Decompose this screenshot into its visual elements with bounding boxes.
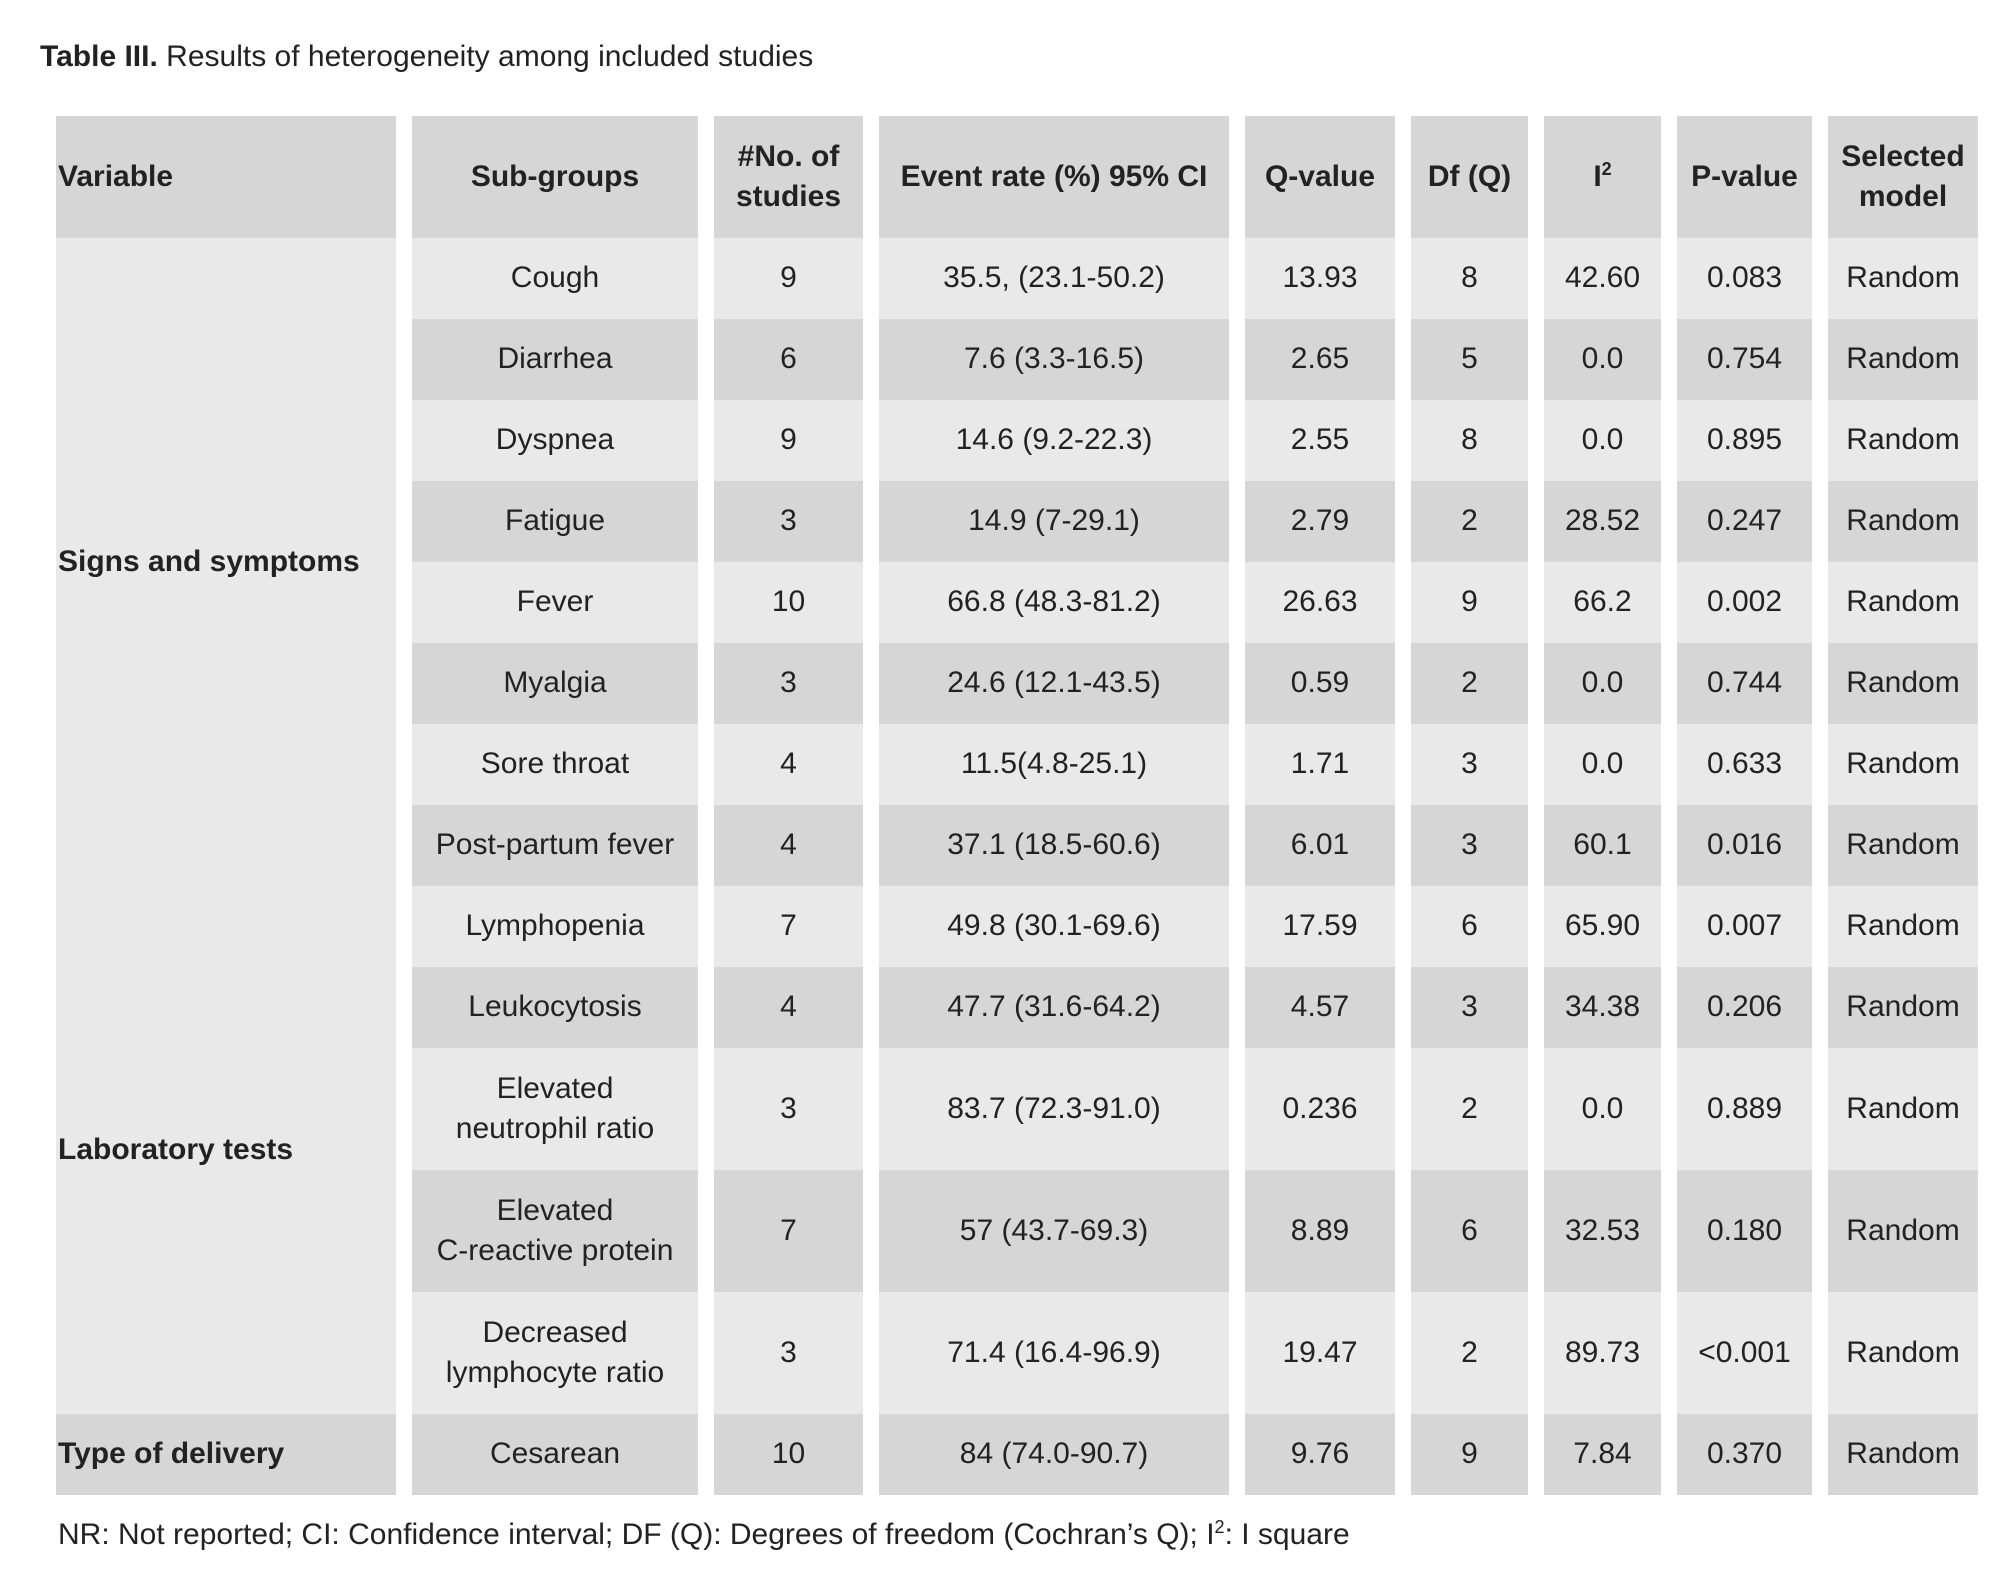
cell-subgroup [412,967,698,1048]
cell-q-value: 17.59 [1245,886,1395,967]
cell-q-value: 6.01 [1245,805,1395,886]
cell-event-rate: 11.5(4.8-25.1) [879,724,1229,805]
cell-studies: 9 [714,238,863,319]
group-laboratory-tests: Laboratory tests [56,886,396,1414]
cell-event-rate: 49.8 (30.1-69.6) [879,886,1229,967]
cell-event-rate: 35.5, (23.1-50.2) [879,238,1229,319]
cell-model: Random [1828,238,1978,319]
cell-q-value: 4.57 [1245,967,1395,1048]
cell-studies: 7 [714,886,863,967]
subgroup-label: Fever [516,585,594,619]
cell-q-value: 1.71 [1245,724,1395,805]
cell-i2: 0.0 [1544,1048,1661,1170]
subgroup-label: Cesarean [489,1437,621,1471]
cell-df: 3 [1411,967,1528,1048]
cell-studies: 4 [714,724,863,805]
header-studies [714,116,863,238]
cell-df: 2 [1411,643,1528,724]
header-subgroups: Sub-groups [412,116,698,238]
cell-i2: 66.2 [1544,562,1661,643]
cell-df: 5 [1411,319,1528,400]
cell-p-value: 0.895 [1677,400,1812,481]
cell-i2: 0.0 [1544,724,1661,805]
table-caption-label: Table III. [40,40,158,73]
cell-model: Random [1828,724,1978,805]
subgroup-label: Myalgia [503,666,607,700]
cell-subgroup [412,238,698,319]
cell-df: 2 [1411,481,1528,562]
cell-i2: 65.90 [1544,886,1661,967]
cell-p-value: 0.744 [1677,643,1812,724]
cell-event-rate: 24.6 (12.1-43.5) [879,643,1229,724]
group-signs-and-symptoms: Signs and symptoms [56,238,396,886]
cell-q-value: 26.63 [1245,562,1395,643]
subgroup-label: Fatigue [504,504,606,538]
cell-event-rate: 71.4 (16.4-96.9) [879,1292,1229,1414]
header-i2 [1544,116,1661,238]
cell-i2: 89.73 [1544,1292,1661,1414]
cell-p-value: 0.754 [1677,319,1812,400]
header-event-rate: Event rate (%) 95% CI [879,116,1229,238]
cell-p-value: 0.370 [1677,1414,1812,1495]
cell-subgroup [412,481,698,562]
cell-studies: 6 [714,319,863,400]
cell-p-value: 0.206 [1677,967,1812,1048]
cell-q-value: 0.59 [1245,643,1395,724]
cell-i2: 60.1 [1544,805,1661,886]
cell-q-value: 13.93 [1245,238,1395,319]
cell-subgroup [412,400,698,481]
table-caption-text: Results of heterogeneity among included studies [166,40,814,73]
subgroup-label: Cough [510,261,600,295]
subgroup-label: Lymphopenia [465,909,645,943]
cell-i2: 34.38 [1544,967,1661,1048]
cell-model: Random [1828,1048,1978,1170]
cell-subgroup [412,1292,698,1414]
cell-model: Random [1828,562,1978,643]
cell-df: 3 [1411,724,1528,805]
cell-q-value: 8.89 [1245,1170,1395,1292]
cell-studies: 10 [714,562,863,643]
cell-model: Random [1828,481,1978,562]
subgroup-label: Elevated neutrophil ratio [455,1071,655,1145]
header-q-value: Q-value [1245,116,1395,238]
subgroup-label: Dyspnea [495,423,615,457]
subgroup-label: Elevated C-reactive protein [436,1193,674,1267]
subgroup-label: Diarrhea [497,342,613,376]
cell-subgroup [412,643,698,724]
cell-model: Random [1828,1414,1978,1495]
cell-model: Random [1828,1170,1978,1292]
cell-studies: 9 [714,400,863,481]
cell-df: 6 [1411,1170,1528,1292]
cell-i2: 28.52 [1544,481,1661,562]
cell-i2: 0.0 [1544,400,1661,481]
cell-df: 9 [1411,562,1528,643]
cell-subgroup [412,1414,698,1495]
header-model [1828,116,1978,238]
cell-event-rate: 84 (74.0-90.7) [879,1414,1229,1495]
cell-studies: 3 [714,1292,863,1414]
cell-q-value: 2.65 [1245,319,1395,400]
cell-event-rate: 57 (43.7-69.3) [879,1170,1229,1292]
cell-model: Random [1828,400,1978,481]
cell-studies: 4 [714,967,863,1048]
cell-i2: 0.0 [1544,319,1661,400]
cell-p-value: 0.007 [1677,886,1812,967]
cell-p-value: <0.001 [1677,1292,1812,1414]
cell-i2: 0.0 [1544,643,1661,724]
cell-studies: 3 [714,1048,863,1170]
cell-df: 2 [1411,1292,1528,1414]
cell-p-value: 0.083 [1677,238,1812,319]
cell-subgroup [412,319,698,400]
cell-studies: 4 [714,805,863,886]
cell-df: 2 [1411,1048,1528,1170]
header-studies-text: #No. of studies [735,139,842,213]
cell-studies: 3 [714,643,863,724]
cell-p-value: 0.889 [1677,1048,1812,1170]
header-i2-text: $I^2$ [1593,158,1612,193]
cell-df: 6 [1411,886,1528,967]
cell-model: Random [1828,1292,1978,1414]
cell-studies: 7 [714,1170,863,1292]
cell-p-value: 0.002 [1677,562,1812,643]
cell-df: 3 [1411,805,1528,886]
cell-event-rate: 7.6 (3.3-16.5) [879,319,1229,400]
cell-p-value: 0.247 [1677,481,1812,562]
cell-i2: 42.60 [1544,238,1661,319]
cell-p-value: 0.180 [1677,1170,1812,1292]
cell-subgroup [412,724,698,805]
header-df: Df (Q) [1411,116,1528,238]
header-variable: Variable [56,116,396,238]
cell-df: 9 [1411,1414,1528,1495]
cell-p-value: 0.016 [1677,805,1812,886]
cell-subgroup [412,805,698,886]
cell-event-rate: 47.7 (31.6-64.2) [879,967,1229,1048]
cell-model: Random [1828,319,1978,400]
cell-subgroup [412,1170,698,1292]
cell-event-rate: 83.7 (72.3-91.0) [879,1048,1229,1170]
cell-subgroup [412,886,698,967]
cell-event-rate: 37.1 (18.5-60.6) [879,805,1229,886]
cell-model: Random [1828,967,1978,1048]
heterogeneity-table [56,116,1978,1495]
cell-model: Random [1828,643,1978,724]
header-p-value: P-value [1677,116,1812,238]
cell-studies: 10 [714,1414,863,1495]
table-footnote: NR: Not reported; CI: Confidence interval; DF (Q): Degrees of freedom (Cochran’s Q); $I^2$: I square [58,1517,1350,1551]
cell-q-value: 0.236 [1245,1048,1395,1170]
cell-i2: 32.53 [1544,1170,1661,1292]
cell-df: 8 [1411,400,1528,481]
header-model-text: Selected model [1841,139,1965,213]
group-type-of-delivery: Type of delivery [56,1414,396,1495]
cell-model: Random [1828,886,1978,967]
cell-studies: 3 [714,481,863,562]
cell-model: Random [1828,805,1978,886]
cell-q-value: 9.76 [1245,1414,1395,1495]
table-caption [40,40,813,74]
cell-q-value: 19.47 [1245,1292,1395,1414]
cell-event-rate: 14.6 (9.2-22.3) [879,400,1229,481]
cell-q-value: 2.55 [1245,400,1395,481]
cell-event-rate: 66.8 (48.3-81.2) [879,562,1229,643]
cell-subgroup [412,562,698,643]
subgroup-label: Decreased lymphocyte ratio [445,1315,665,1389]
cell-df: 8 [1411,238,1528,319]
subgroup-label: Post-partum fever [435,828,675,862]
cell-subgroup [412,1048,698,1170]
cell-p-value: 0.633 [1677,724,1812,805]
subgroup-label: Leukocytosis [468,990,642,1024]
cell-i2: 7.84 [1544,1414,1661,1495]
cell-event-rate: 14.9 (7-29.1) [879,481,1229,562]
cell-q-value: 2.79 [1245,481,1395,562]
subgroup-label: Sore throat [480,747,630,781]
